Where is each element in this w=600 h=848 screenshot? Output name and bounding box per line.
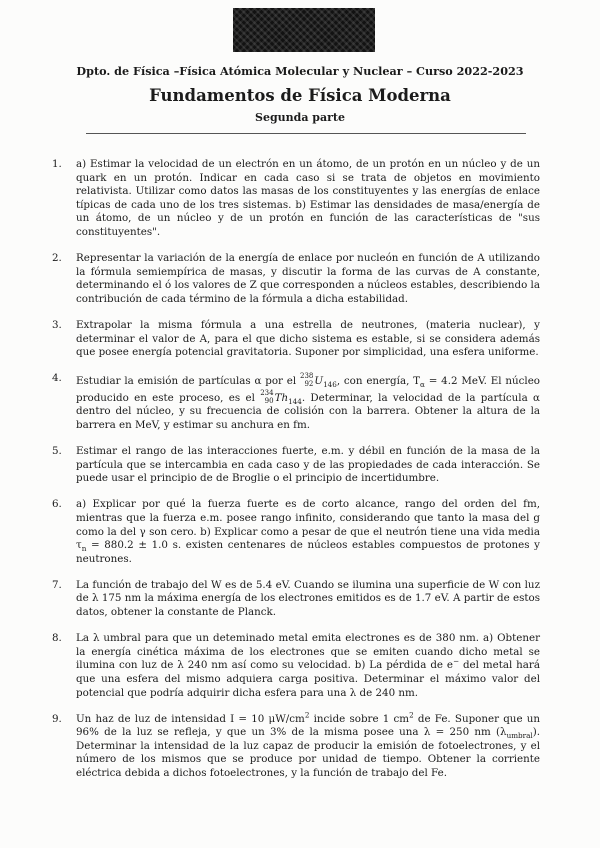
isotope-prefix: 234 90 — [260, 388, 274, 405]
isotope-prefix: 238 92 — [300, 372, 314, 389]
problem-text: Estudiar la emisión de partículas α por el 238 92 $U_{146}$, con energía, $T_\alpha = 4.2$ MeV. El núcleo producido en este proceso, es el 234 90 $Th_{144}$. Determinar, la velocidad de la partícula α dentro del núcleo, y su frecuencia de colisión con la barrera. Obtener la altura de la barrera en MeV, y estimar su anchura en fm. — [76, 372, 541, 431]
problem-text: Estimar el rango de las interacciones fuerte, e.m. y débil en función de la masa de la partícula que se intercambia en cada caso y de las propiedades de cada interacción. Se puede usar el principio de de Broglie o el principio de incertidumbre. — [76, 445, 540, 485]
problem-item — [52, 579, 540, 620]
redacted-block — [233, 8, 375, 52]
problem-list — [52, 158, 540, 793]
problem-item — [52, 158, 540, 240]
problem-text: a) Estimar la velocidad de un electrón en un átomo, de un protón en un núcleo y de un quark en un protón. Indicar en cada caso si se trata de objetos en movimiento relativista. Utilizar como datos las masas de los constituyentes y las energías de enlace típicas de cada uno de los tres sistemas. b) Estimar las densidades de masa/energía de un átomo, de un núcleo y de un protón en función de las características de "sus constituyentes". — [76, 158, 540, 238]
title-divider — [86, 133, 526, 134]
problem-number: 4. — [52, 372, 62, 385]
problem-number: 2. — [52, 252, 62, 265]
problem-text: Extrapolar la misma fórmula a una estrella de neutrones, (materia nuclear), y determinar el valor de A, para el que dicho sistema es estable, si se considera además que posee energía potencial gravitatoria. Suponer por simplicidad, una esfera uniforme. — [76, 318, 540, 359]
problem-text: Un haz de luz de intensidad I = 10 $\mu W/cm^2$ incide sobre 1 $cm^2$ de Fe. Suponer que un 96% de la luz se refleja, y que un 3% de la misma posee una λ = 250 nm $(\lambda_{umbral})$. Determinar la intensidad de la luz capaz de producir la emisión de fotoelectrones, y el número de los mismos que se produce por unidad de tiempo. Obtener la corriente eléctrica debida a dichos fotoelectrones, y la función de trabajo del Fe. — [76, 710, 541, 779]
problem-item — [52, 710, 541, 781]
problem-number: 1. — [52, 158, 62, 170]
problem-text: La función de trabajo del W es de 5.4 eV. Cuando se ilumina una superficie de W con luz de λ 175 nm la máxima energía de los electrones emitidos es de 1.7 eV. A partir de estos datos, obtener la constante de Planck. — [76, 578, 540, 619]
problem-number: 7. — [52, 578, 62, 591]
page-subtitle: Segunda parte — [255, 111, 345, 124]
problem-item — [52, 372, 540, 432]
problem-item — [52, 319, 540, 360]
problem-number: 5. — [52, 445, 62, 458]
problem-number: 8. — [52, 632, 62, 645]
problem-item — [52, 252, 540, 306]
problem-text: Representar la variación de la energía de enlace por nucleón en función de A utilizando la fórmula semiempírica de masas, y discutir la forma de las curvas de A constante, determinando el ó los valores de Z que corresponden a núcleos estables, describiendo la contribución de cada término de la fórmula a dicha estabilidad. — [76, 252, 540, 305]
problem-number: 6. — [52, 498, 62, 511]
problem-item — [52, 632, 540, 700]
problem-text: a) Explicar por qué la fuerza fuerte es de corto alcance, rango del orden del fm, mientras que la fuerza e.m. posee rango infinito, considerando que tanto la masa del g como la del γ son cero. b) Explicar como a pesar de que el neutrón tiene una vida media $\tau_n = 880.2 \pm 1.0$ s. existen centenares de núcleos estables compuestos de protones y neutrones. — [76, 498, 540, 565]
department-header: Dpto. de Física –Física Atómica Molecular y Nuclear – Curso 2022-2023 — [76, 64, 524, 78]
problem-item — [52, 445, 540, 486]
problem-text: La λ umbral para que un deteminado metal emita electrones es de 380 nm. a) Obtener la energía cinética máxima de los electrones que se emiten cuando dicho metal se ilumina con luz de λ 240 nm así como su velocidad. b) La pérdida de e− del metal hará que una esfera del mismo adquiera carga positiva. Determinar el máximo valor del potencial que podría adquirir dicha esfera para una λ de 240 nm. — [76, 632, 540, 699]
page-title: Fundamentos de Física Moderna — [149, 86, 451, 105]
problem-number: 9. — [52, 712, 62, 725]
problem-number: 3. — [52, 318, 62, 331]
problem-item — [52, 498, 540, 566]
